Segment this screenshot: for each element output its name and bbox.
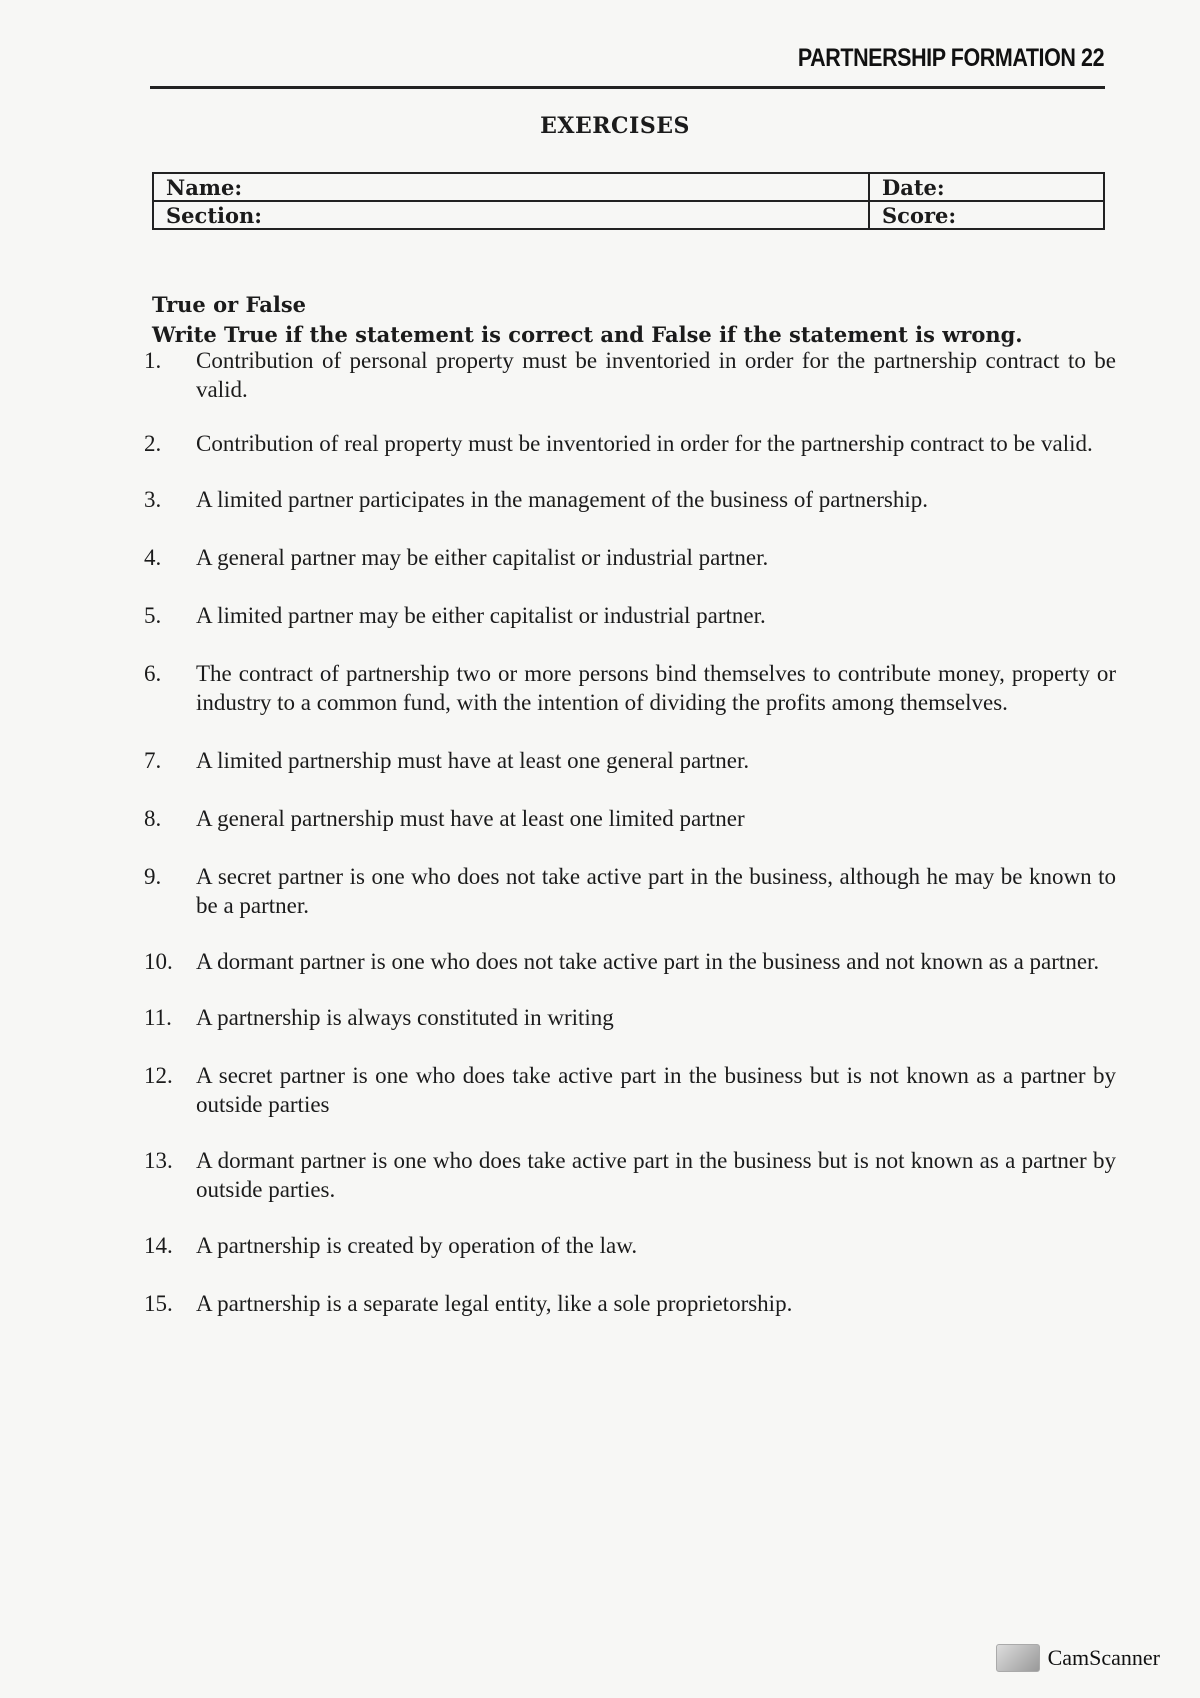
question-number: 3. bbox=[144, 487, 162, 512]
date-cell bbox=[869, 173, 1104, 201]
question-number: 6. bbox=[144, 661, 162, 686]
info-row-1 bbox=[153, 173, 1104, 201]
list-item bbox=[144, 1289, 1116, 1318]
question-number: 11. bbox=[144, 1005, 172, 1030]
question-text: A partnership is created by operation of the law. bbox=[196, 1233, 638, 1258]
question-text: A general partnership must have at least one limited partner bbox=[196, 806, 745, 831]
question-text: A limited partnership must have at least one general partner. bbox=[196, 748, 750, 773]
question-text: A limited partner participates in the management of the business of partnership. bbox=[196, 487, 928, 512]
instructions-text: Write True if the statement is correct and False if the statement is wrong. bbox=[152, 322, 1023, 347]
list-item bbox=[144, 746, 1116, 775]
question-number: 7. bbox=[144, 748, 162, 773]
list-item bbox=[144, 485, 1116, 514]
list-item bbox=[144, 659, 1116, 717]
list-item bbox=[144, 346, 1116, 404]
question-number: 1. bbox=[144, 348, 162, 373]
question-text: A general partner may be either capitalist or industrial partner. bbox=[196, 545, 769, 570]
question-number: 8. bbox=[144, 806, 162, 831]
question-list bbox=[144, 346, 1116, 1318]
section-cell bbox=[153, 201, 869, 229]
list-item bbox=[144, 1061, 1116, 1119]
question-number: 5. bbox=[144, 603, 162, 628]
question-text: A secret partner is one who does not take active part in the business, although he may be known to be a partner. bbox=[196, 864, 1116, 918]
list-item bbox=[144, 804, 1116, 833]
question-number: 9. bbox=[144, 864, 162, 889]
running-head: PARTNERSHIP FORMATION 22 bbox=[797, 44, 1104, 72]
question-text: A dormant partner is one who does not take active part in the business and not known as a partner. bbox=[196, 949, 1100, 974]
question-text: A limited partner may be either capitalist or industrial partner. bbox=[196, 603, 766, 628]
question-text: A secret partner is one who does take active part in the business but is not known as a partner by outside parties bbox=[196, 1063, 1116, 1117]
question-number: 13. bbox=[144, 1148, 173, 1173]
question-text: A dormant partner is one who does take active part in the business but is not known as a partner by outside parties. bbox=[196, 1148, 1116, 1202]
question-text: Contribution of personal property must be inventoried in order for the partnership contract to be valid. bbox=[196, 348, 1116, 402]
question-number: 2. bbox=[144, 431, 162, 456]
scanner-label: CamScanner bbox=[1047, 1645, 1160, 1670]
list-item bbox=[144, 1146, 1116, 1204]
question-number: 4. bbox=[144, 545, 162, 570]
header-rule bbox=[150, 86, 1105, 89]
instructions-heading: True or False bbox=[152, 292, 307, 317]
name-cell bbox=[153, 173, 869, 201]
question-text: The contract of partnership two or more persons bind themselves to contribute money, property or industry to a common fund, with the intention of dividing the profits among themselves. bbox=[196, 661, 1116, 715]
page-title: EXERCISES bbox=[540, 113, 690, 139]
date-label: Date: bbox=[882, 174, 945, 200]
list-item bbox=[144, 429, 1116, 458]
list-item bbox=[144, 543, 1116, 572]
list-item bbox=[144, 1003, 1116, 1032]
score-label: Score: bbox=[882, 202, 957, 228]
question-number: 12. bbox=[144, 1063, 173, 1088]
list-item bbox=[144, 1231, 1116, 1260]
question-number: 14. bbox=[144, 1233, 173, 1258]
section-label: Section: bbox=[166, 202, 263, 228]
name-label: Name: bbox=[166, 174, 243, 200]
list-item bbox=[144, 862, 1116, 920]
question-text: Contribution of real property must be inventoried in order for the partnership contract to be valid. bbox=[196, 431, 1093, 456]
score-cell bbox=[869, 201, 1104, 229]
list-item bbox=[144, 947, 1116, 976]
camscanner-logo-icon bbox=[996, 1644, 1040, 1672]
question-number: 10. bbox=[144, 949, 173, 974]
student-info-table bbox=[152, 172, 1105, 230]
question-text: A partnership is always constituted in writing bbox=[196, 1005, 614, 1030]
question-number: 15. bbox=[144, 1291, 173, 1316]
instructions-block bbox=[152, 290, 1112, 350]
list-item bbox=[144, 601, 1116, 630]
info-row-2 bbox=[153, 201, 1104, 229]
question-text: A partnership is a separate legal entity, like a sole proprietorship. bbox=[196, 1291, 793, 1316]
scanner-watermark bbox=[996, 1644, 1160, 1672]
